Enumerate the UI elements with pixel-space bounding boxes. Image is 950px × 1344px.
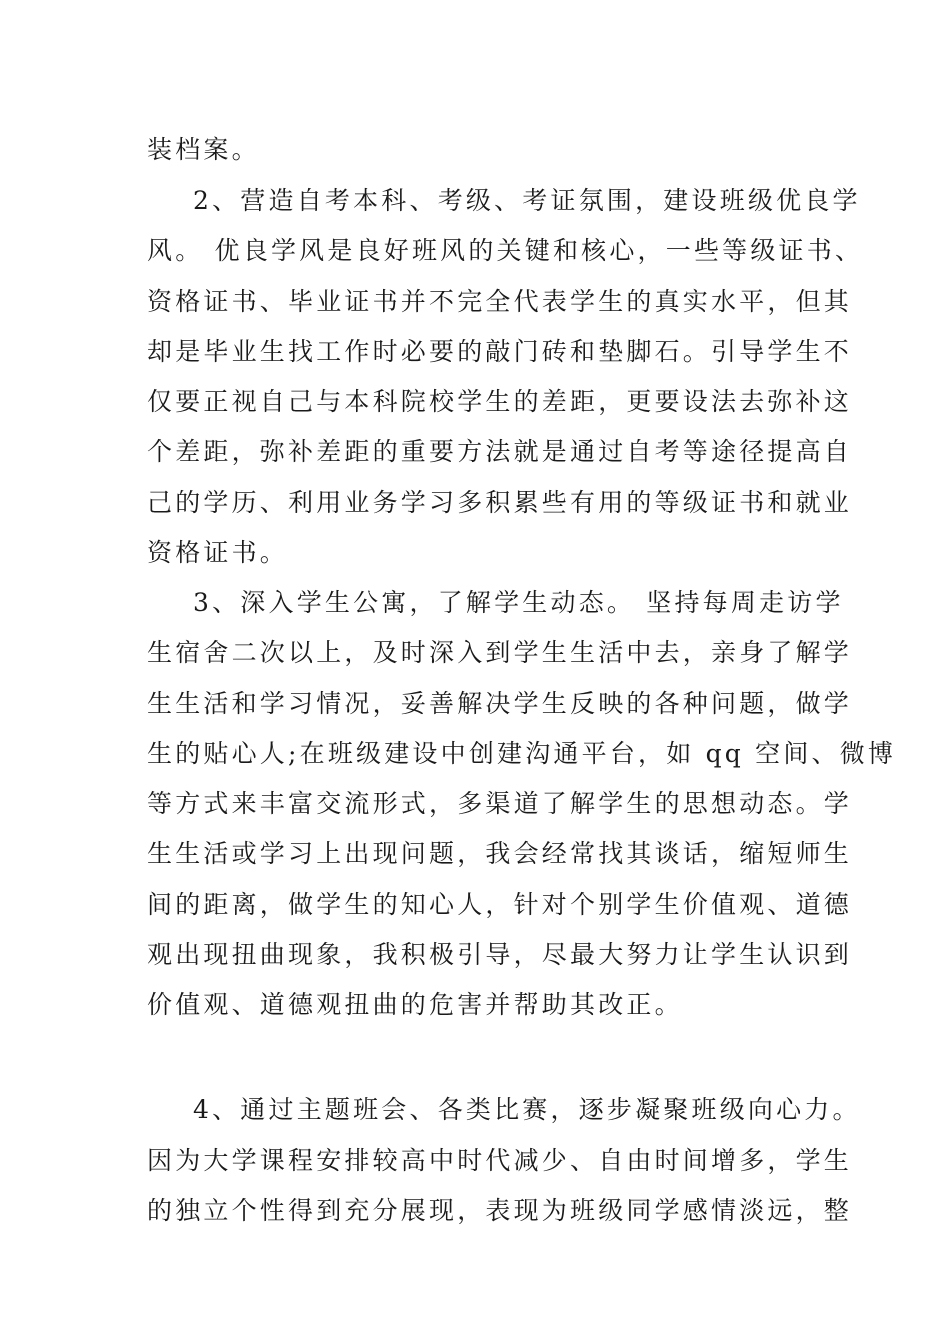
text-line: 己的学历、利用业务学习多积累些有用的等级证书和就业 bbox=[147, 488, 853, 517]
text-line: 生生活或学习上出现问题，我会经常找其谈话，缩短师生 bbox=[147, 839, 853, 868]
text-line: 因为大学课程安排较高中时代减少、自由时间增多，学生 bbox=[147, 1146, 853, 1175]
text-line: 个差距，弥补差距的重要方法就是通过自考等途径提高自 bbox=[147, 437, 853, 466]
text-line: 却是毕业生找工作时必要的敲门砖和垫脚石。引导学生不 bbox=[147, 337, 853, 366]
text-line: 仅要正视自己与本科院校学生的差距，更要设法去弥补这 bbox=[147, 387, 853, 416]
paragraph-3-heading: 3、深入学生公寓，了解学生动态。 坚持每周走访学 bbox=[193, 588, 844, 617]
text-line: 生生活和学习情况，妥善解决学生反映的各种问题，做学 bbox=[147, 689, 853, 718]
paragraph-2-heading: 2、营造自考本科、考级、考证氛围，建设班级优良学 bbox=[193, 186, 861, 215]
paragraph-4-heading: 4、通过主题班会、各类比赛，逐步凝聚班级向心力。 bbox=[193, 1095, 861, 1124]
text-line: 观出现扭曲现象，我积极引导，尽最大努力让学生认识到 bbox=[147, 940, 853, 969]
text-line: 风。 优良学风是良好班风的关键和核心，一些等级证书、 bbox=[147, 236, 864, 265]
text-line: 价值观、道德观扭曲的危害并帮助其改正。 bbox=[147, 990, 683, 1019]
text-line: 资格证书。 bbox=[147, 538, 289, 567]
text-line: 间的距离，做学生的知心人，针对个别学生价值观、道德 bbox=[147, 890, 853, 919]
text-line: 等方式来丰富交流形式，多渠道了解学生的思想动态。学 bbox=[147, 789, 853, 818]
text-line: 生的贴心人;在班级建设中创建沟通平台，如 qq 空间、微博 bbox=[147, 739, 897, 768]
text-line: 资格证书、毕业证书并不完全代表学生的真实水平，但其 bbox=[147, 287, 853, 316]
text-line: 装档案。 bbox=[147, 135, 260, 164]
text-line: 的独立个性得到充分展现，表现为班级同学感情淡远，整 bbox=[147, 1196, 853, 1225]
text-line: 生宿舍二次以上，及时深入到学生生活中去，亲身了解学 bbox=[147, 638, 853, 667]
